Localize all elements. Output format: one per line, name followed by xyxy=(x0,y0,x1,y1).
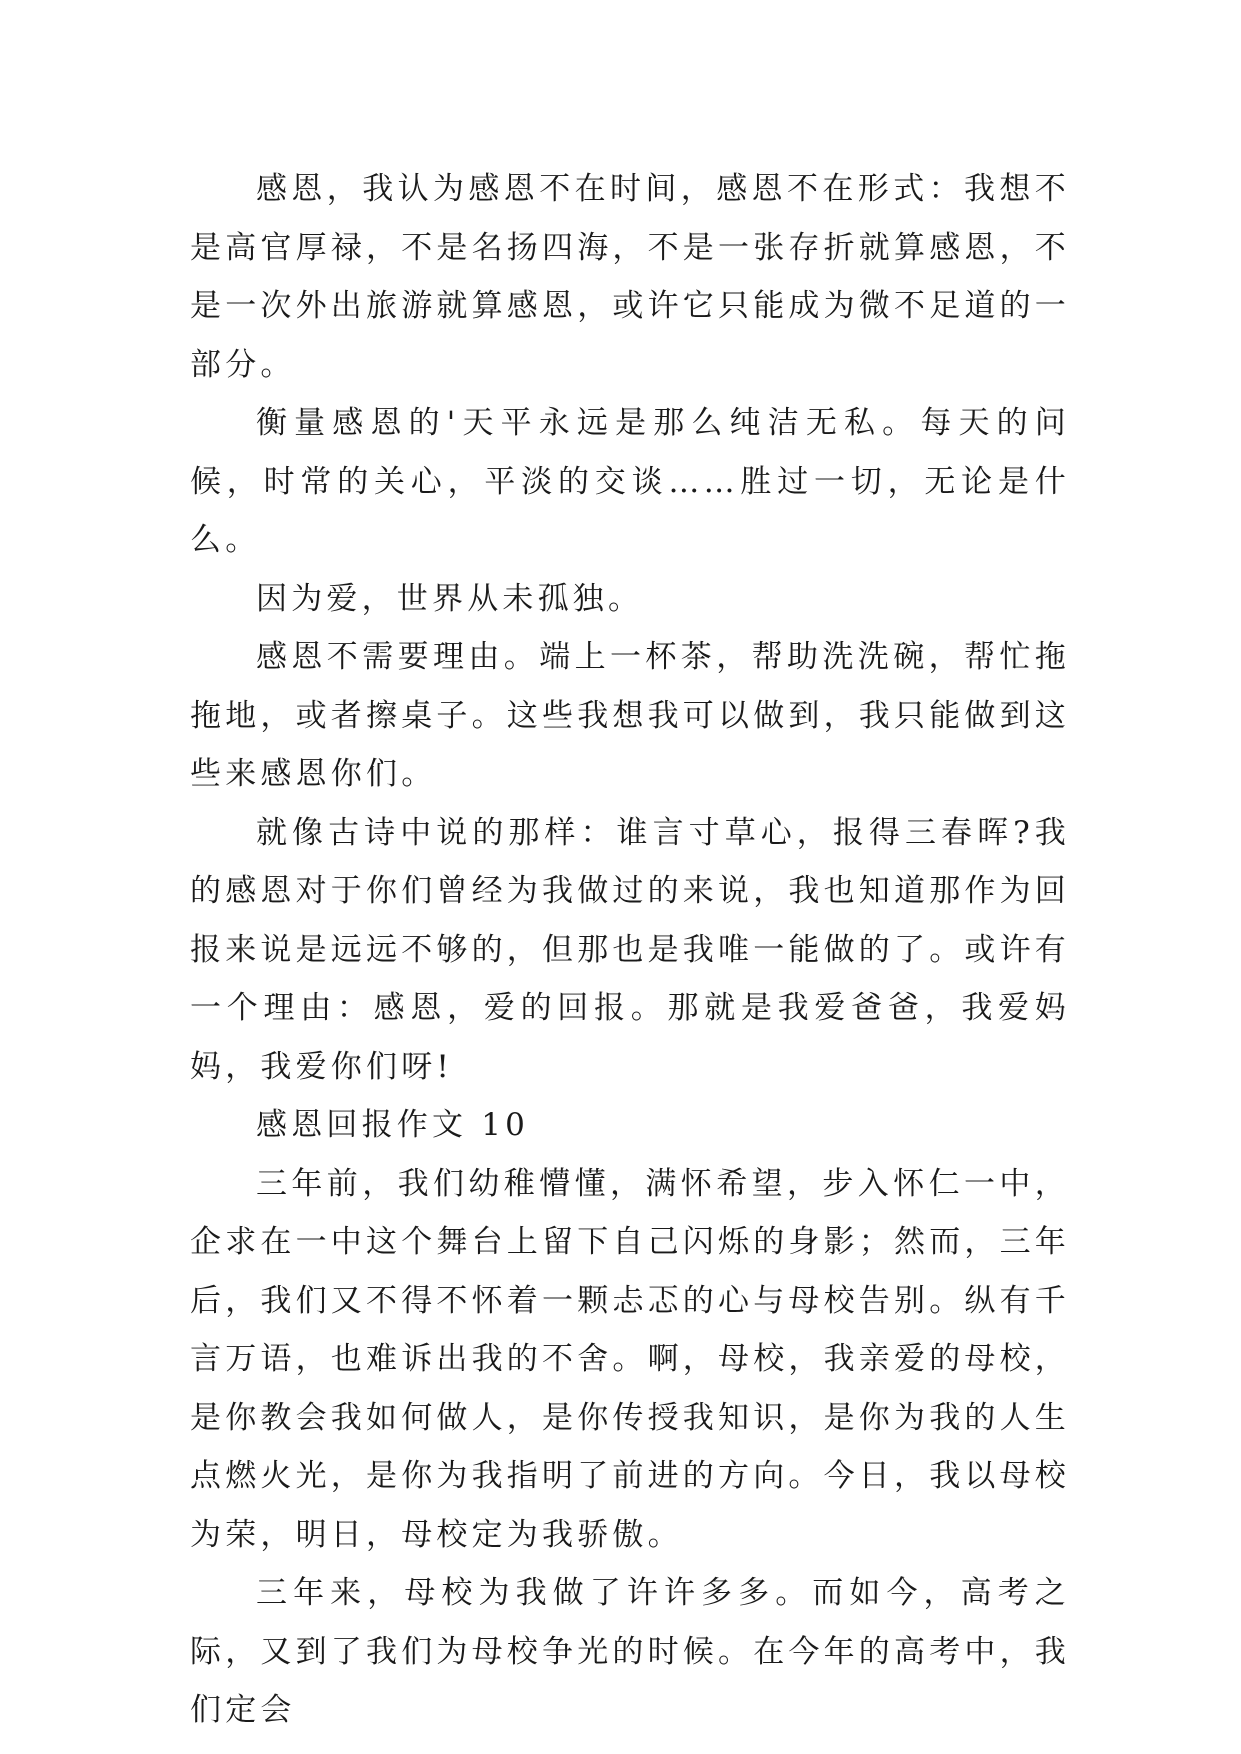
paragraph-6: 三年前，我们幼稚懵懂，满怀希望，步入怀仁一中，企求在一中这个舞台上留下自己闪烁的身影；然而，三年后，我们又不得不怀着一颗忐忑的心与母校告别。纵有千言万语，也难诉出我的不舍。啊，母校，我亲爱的母校，是你教会我如何做人，是你传授我知识，是你为我的人生点燃火光，是你为我指明了前进的方向。今日，我以母校为荣，明日，母校定为我骄傲。 xyxy=(190,1165,1070,1553)
paragraph-3: 因为爱，世界从未孤独。 xyxy=(256,580,644,617)
paragraph-5: 就像古诗中说的那样：谁言寸草心，报得三春晖?我的感恩对于你们曾经为我做过的来说，我也知道那作为回报来说是远远不够的，但那也是我唯一能做的了。或许有一个理由：感恩，爱的回报。那就是我爱爸爸，我爱妈妈，我爱你们呀! xyxy=(190,814,1070,1085)
paragraph-1: 感恩，我认为感恩不在时间，感恩不在形式：我想不是高官厚禄，不是名扬四海，不是一张存折就算感恩，不是一次外出旅游就算感恩，或许它只能成为微不足道的一部分。 xyxy=(190,171,1070,383)
paragraph-4: 感恩不需要理由。端上一杯茶，帮助洗洗碗，帮忙拖拖地，或者擦桌子。这些我想我可以做到，我只能做到这些来感恩你们。 xyxy=(190,639,1070,792)
paragraph-7: 三年来，母校为我做了许许多多。而如今，高考之际，又到了我们为母校争光的时候。在今年的高考中，我们定会 xyxy=(190,1575,1070,1728)
paragraph-2: 衡量感恩的'天平永远是那么纯洁无私。每天的问候，时常的关心，平淡的交谈……胜过一切，无论是什么。 xyxy=(190,405,1070,558)
section-heading: 感恩回报作文 10 xyxy=(256,1107,530,1143)
document-body xyxy=(190,160,1070,1740)
